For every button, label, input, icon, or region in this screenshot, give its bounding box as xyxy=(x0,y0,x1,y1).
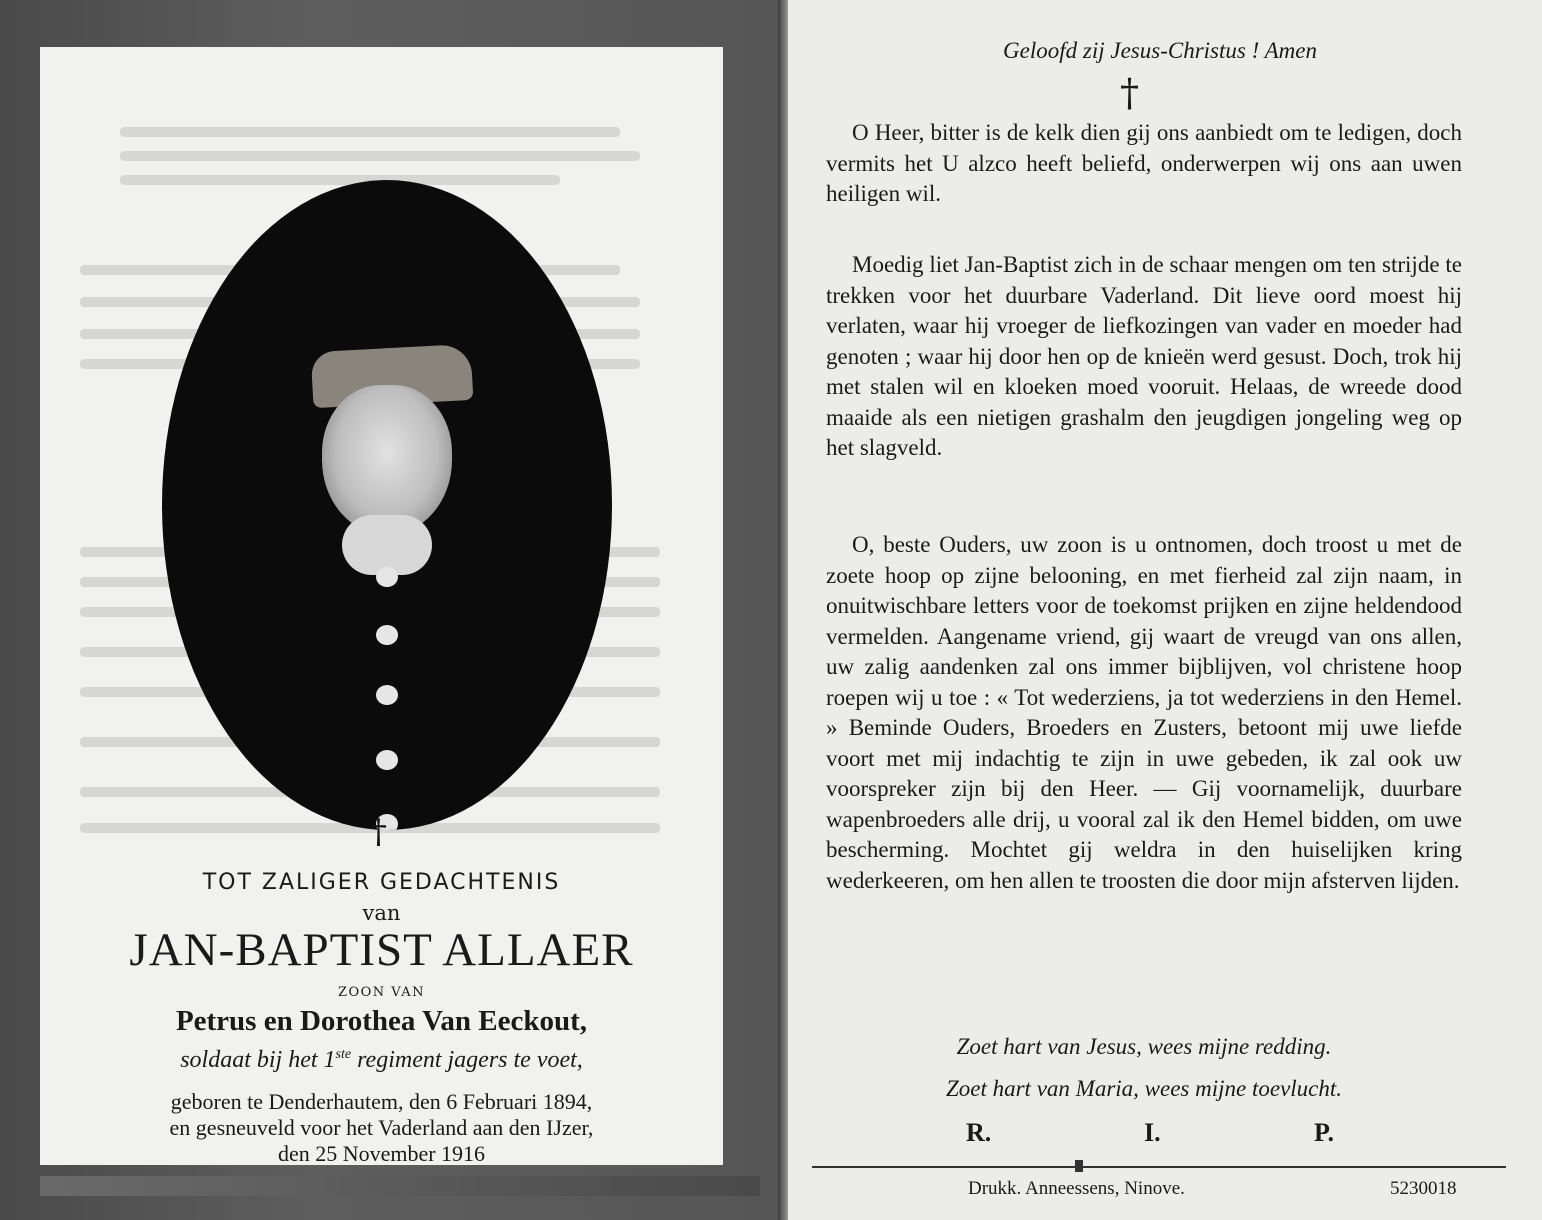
soldier-line-pre: soldaat bij het 1 xyxy=(180,1047,336,1073)
deceased-name: JAN-BAPTIST ALLAER xyxy=(129,924,634,976)
parents-names: Petrus en Dorothea Van Eeckout, xyxy=(175,1005,588,1037)
uniform-button xyxy=(376,625,398,645)
portrait-face xyxy=(322,385,452,535)
paragraph-3: O, beste Ouders, uw zoon is u ontnomen, doch troost u met de zoete hoop op zijne belooning, en met fierheid zal zijn naam, in onuitwischbare letters voor de toekomst prijken en zijne heldendood vermelden. Aangename vriend, gij waart de vreugd van ons allen, uw zalig aandenken zal ons immer bijblijven, vol christene hoop roepen wij u toe : « Tot wederziens, ja tot wederziens in den Hemel. » Beminde Ouders, Broeders en Zusters, betoont mij uwe liefde voort met mij indachtig te zijn in uwe gebeden, ik zal ook uw voorspreker zijn bij den Heer. — Gij voornamelijk, duurbare wapenbroeders alle drij, u vooral zal ik den Hemel bidden, om uwe bescherming. Mochtet gij weldra in den huiselijken kring wederkeeren, om hen allen te troosten die door mijn afsterven lijden. xyxy=(826,532,1462,893)
scan-edge xyxy=(40,1176,760,1196)
cross-icon: † xyxy=(370,812,387,852)
portrait-oval xyxy=(162,180,612,830)
zoon-van-label: ZOON VAN xyxy=(337,985,426,1000)
uniform-button xyxy=(376,750,398,770)
soldier-line-sup: ste xyxy=(335,1047,352,1062)
rip-i: I. xyxy=(1144,1118,1161,1147)
portrait-collar xyxy=(342,515,432,575)
scan-edge xyxy=(778,0,788,1220)
rip-p: P. xyxy=(1314,1118,1334,1147)
paragraph-1: O Heer, bitter is de kelk dien gij ons aanbiedt om te ledigen, doch vermits het U alzco heeft beliefd, onderwerpen wij ons aan uwen heiligen wil. xyxy=(826,120,1462,206)
bleed-through-line xyxy=(120,175,560,185)
bleed-through-line xyxy=(120,151,640,161)
uniform-button xyxy=(376,567,398,587)
uniform-button xyxy=(376,685,398,705)
van-label: van xyxy=(362,901,401,925)
prayer-jesus: Zoet hart van Jesus, wees mijne redding. xyxy=(956,1034,1332,1059)
soldier-line xyxy=(40,1047,723,1074)
paragraph-2: Moedig liet Jan-Baptist zich in de schaar mengen om ten strijde te trekken voor het duurbare Vaderland. Dit lieve oord moest hij verlaten, waar hij vroeger de liefkozingen van vader en moeder had genoten ; waar hij door hen op de knieën werd gesust. Doch, trok hij met stalen wil en kloeken moed vooruit. Helaas, de wreede dood maaide als een nietigen grashalm den jeugdigen jongeling weg op het slagveld. xyxy=(826,252,1462,460)
back-heading: Geloofd zij Jesus-Christus ! Amen xyxy=(1003,38,1317,63)
soldier-line-post: regiment jagers te voet, xyxy=(351,1047,583,1073)
memorial-heading: TOT ZALIGER GEDACHTENIS xyxy=(202,870,561,895)
divider-rule xyxy=(812,1166,1506,1168)
birth-line: geboren te Denderhautem, den 6 Februari 1894, xyxy=(170,1089,593,1114)
print-code: 5230018 xyxy=(1390,1178,1457,1199)
rip-r: R. xyxy=(966,1118,992,1147)
memorial-card-front xyxy=(40,47,723,1165)
death-line: en gesneuveld voor het Vaderland aan den IJzer, xyxy=(169,1115,594,1140)
printer-credit: Drukk. Anneessens, Ninove. xyxy=(968,1178,1185,1199)
death-date: den 25 November 1916 xyxy=(277,1141,486,1165)
cross-icon: † xyxy=(1120,71,1139,115)
divider-ornament xyxy=(1075,1160,1083,1172)
bleed-through-line xyxy=(120,127,620,137)
prayer-maria: Zoet hart van Maria, wees mijne toevlucht. xyxy=(945,1076,1343,1101)
